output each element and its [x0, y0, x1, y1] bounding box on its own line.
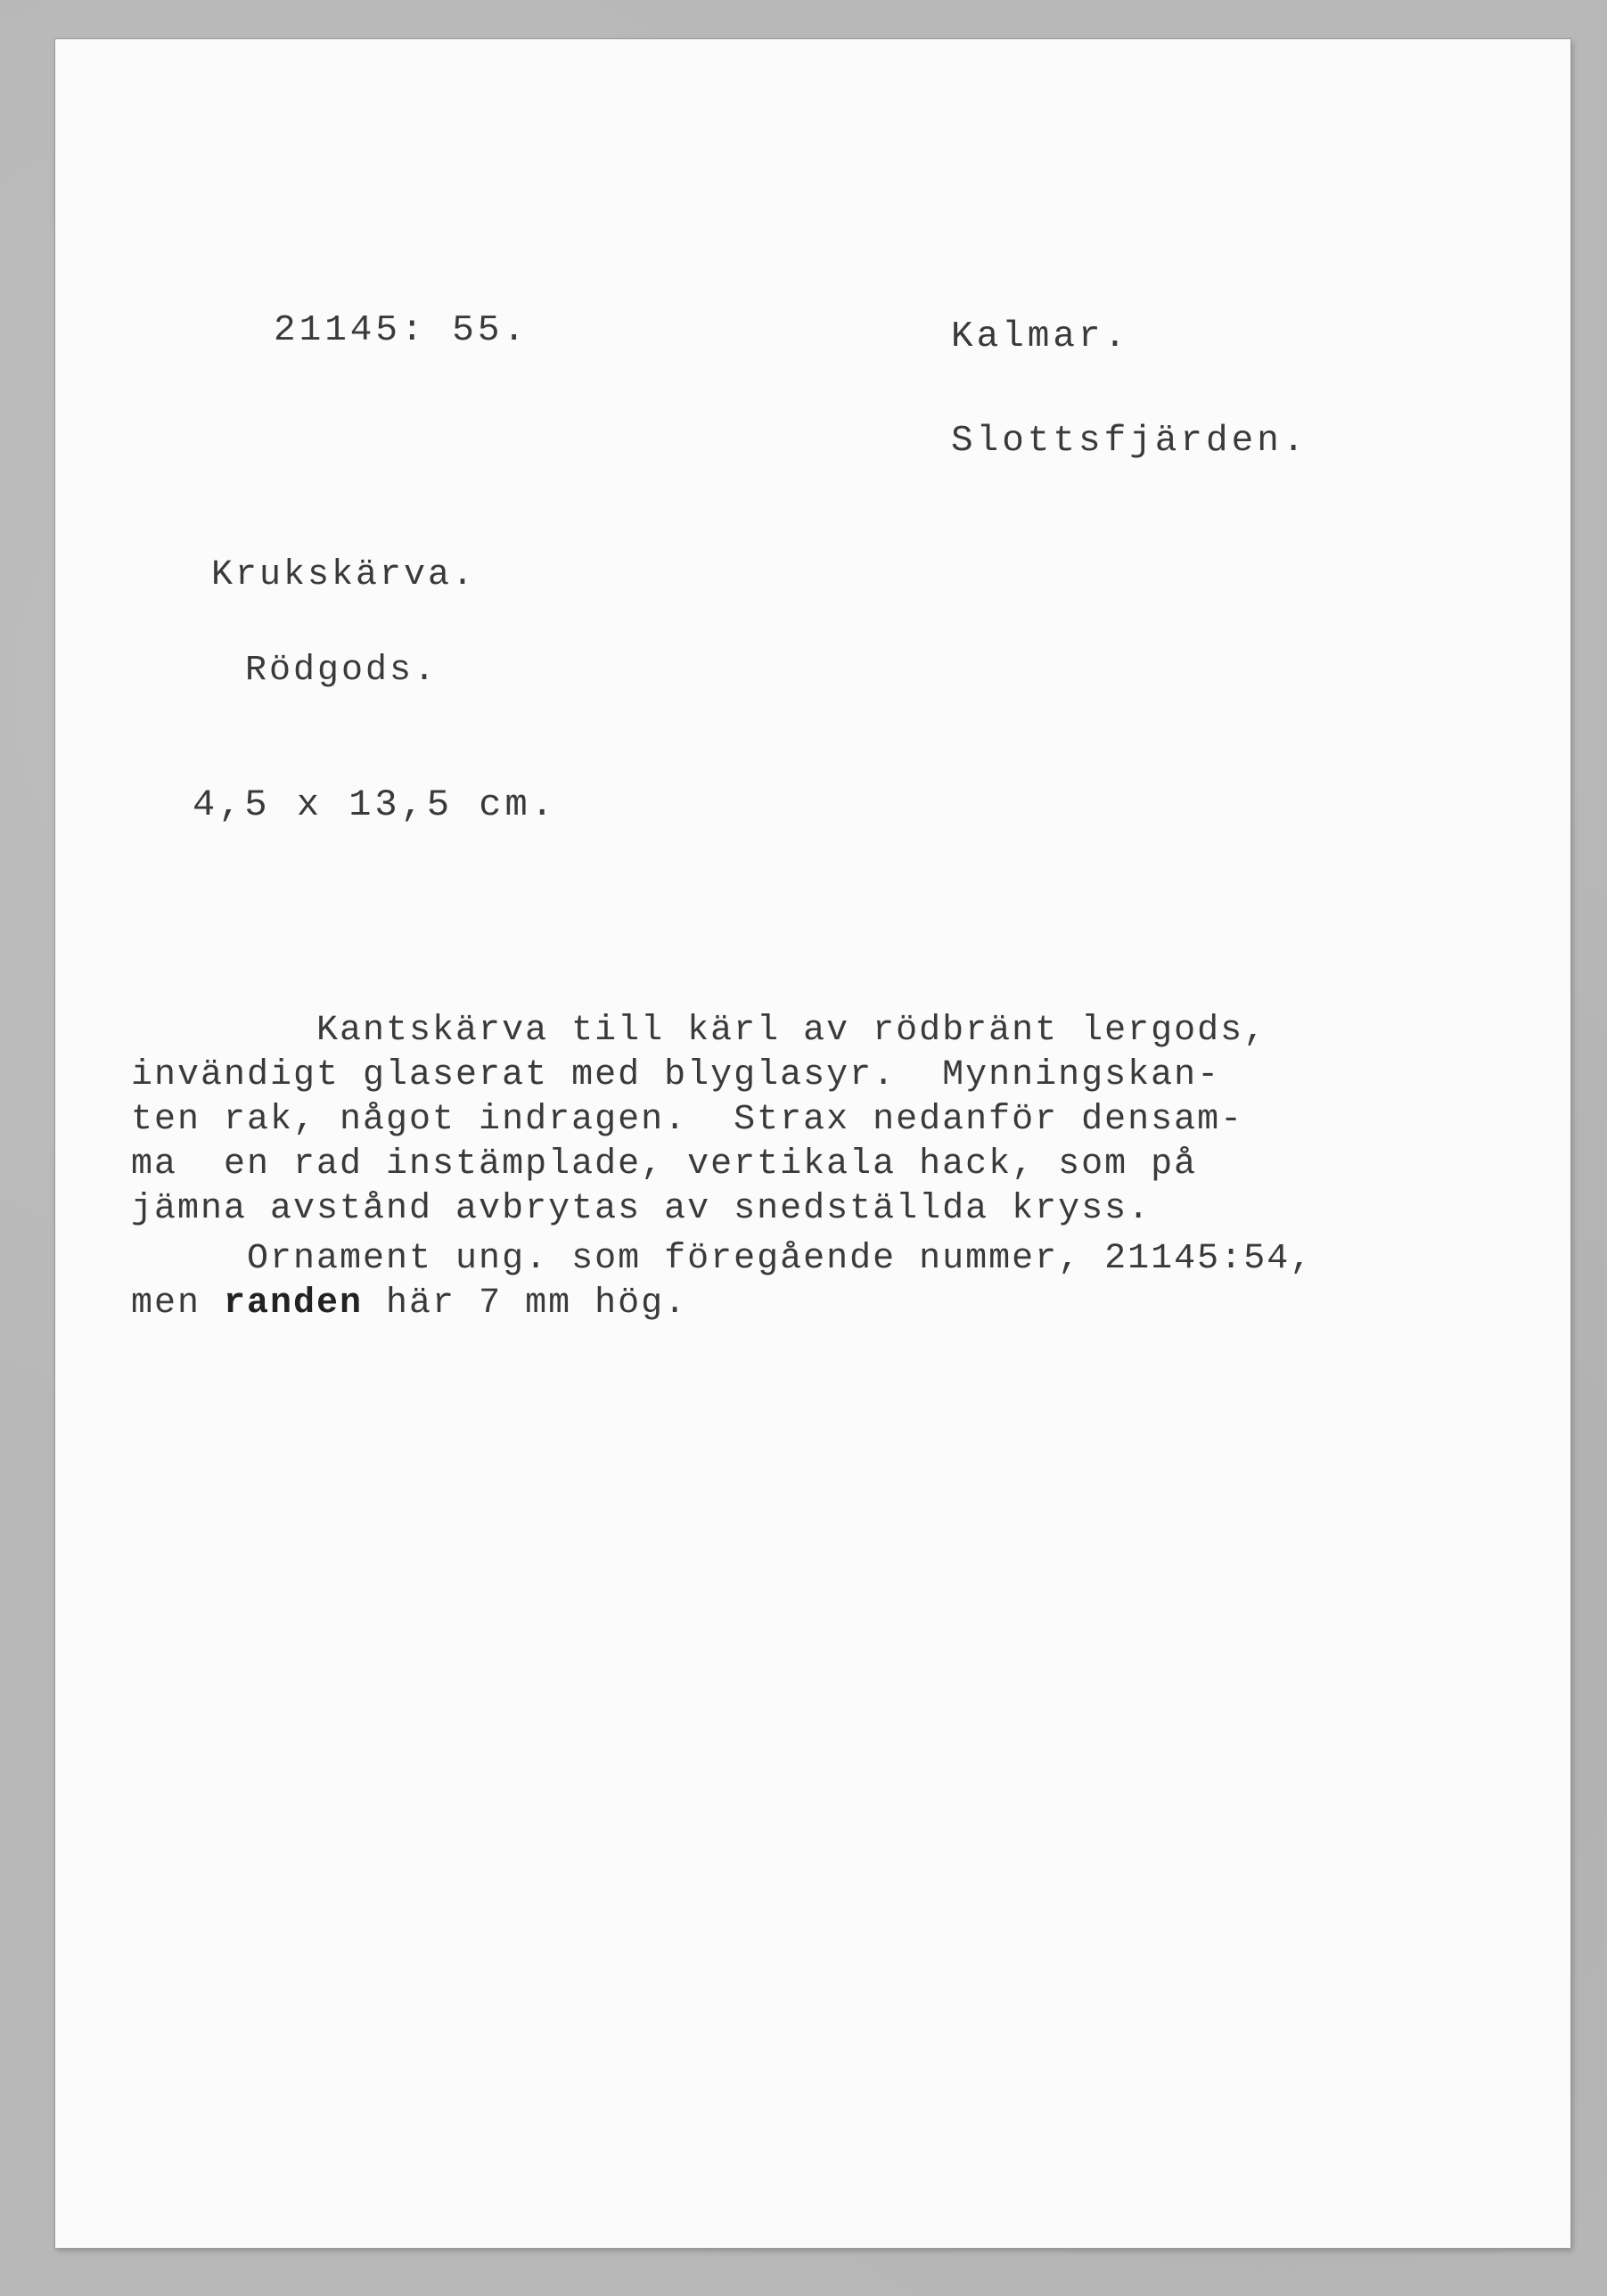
- site: Slottsfjärden.: [951, 421, 1308, 462]
- object-type: Krukskärva.: [211, 555, 477, 595]
- ornament-line-2: [131, 1282, 1539, 1326]
- dimensions: 4,5 x 13,5 cm.: [193, 783, 557, 826]
- description: [131, 1009, 1539, 1326]
- catalog-number: 21145: 55.: [274, 310, 529, 351]
- location: Kalmar.: [951, 316, 1130, 357]
- material: Rödgods.: [245, 651, 439, 691]
- ornament-text-end: här 7 mm hög.: [363, 1283, 688, 1324]
- description-line: Kantskärva till kärl av rödbränt lergods,: [131, 1011, 1267, 1051]
- catalog-card: [55, 39, 1570, 2248]
- ornament-text-bold: randen: [224, 1283, 364, 1324]
- description-line: ten rak, något indragen. Strax nedanför densam-: [131, 1100, 1244, 1140]
- description-line: jämna avstånd avbrytas av snedställda kryss.: [131, 1189, 1152, 1229]
- description-line: invändigt glaserat med blyglasyr. Mynningskan-: [131, 1055, 1221, 1095]
- ornament-text-start: men: [131, 1283, 225, 1324]
- ornament-line: Ornament ung. som föregående nummer, 21145:54,: [131, 1239, 1314, 1279]
- description-line: ma en rad instämplade, vertikala hack, som på: [131, 1144, 1198, 1185]
